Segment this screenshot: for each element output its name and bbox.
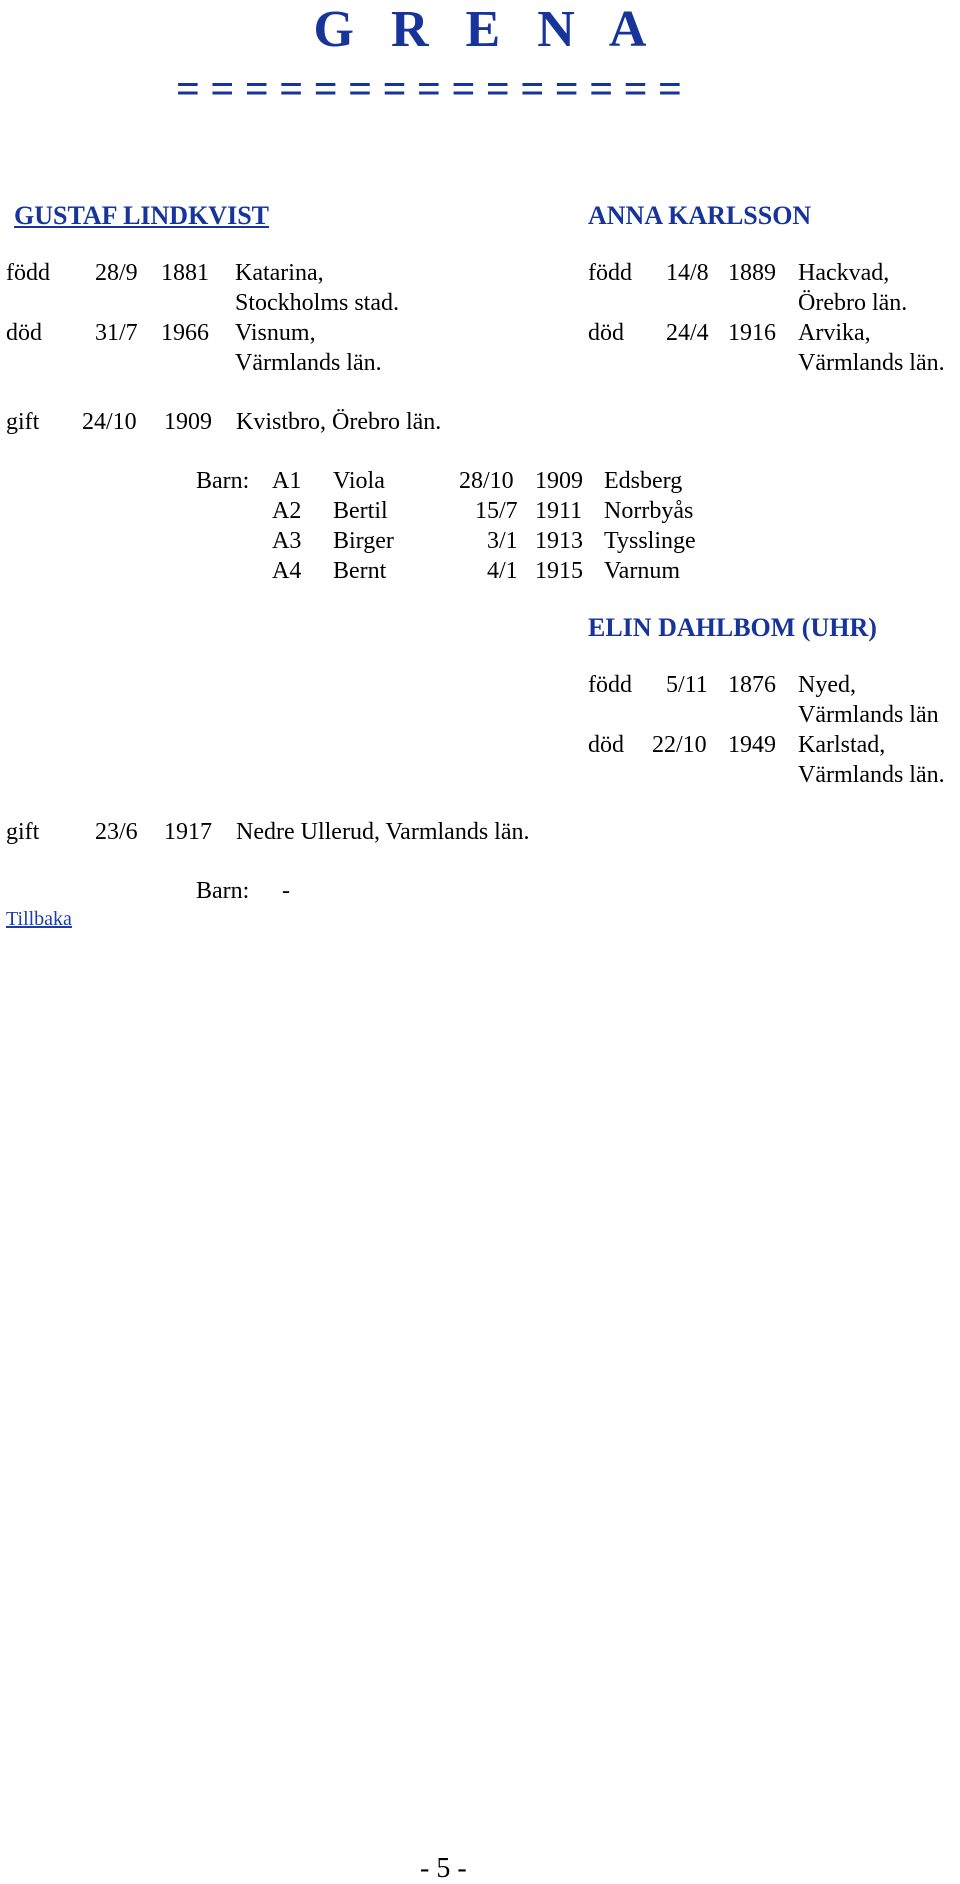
child-id: A1 — [272, 468, 302, 494]
birth-region: Stockholms stad. — [235, 290, 400, 316]
death-region: Värmlands län. — [235, 350, 382, 376]
birth-label: född — [588, 672, 632, 698]
child-day: 15/7 — [475, 498, 518, 524]
birth-year: 1881 — [161, 260, 209, 286]
child-name: Birger — [333, 528, 394, 554]
page-number: - 5 - — [420, 1853, 467, 1884]
birth-place: Nyed, — [798, 672, 856, 698]
birth-place: Hackvad, — [798, 260, 890, 286]
husband-name: GUSTAF LINDKVIST — [14, 201, 269, 230]
marriage-year: 1909 — [164, 409, 212, 435]
marriage-place: Nedre Ullerud, Varmlands län. — [236, 819, 530, 845]
birth-label: född — [588, 260, 632, 286]
birth-region: Värmlands län — [798, 702, 939, 728]
child-year: 1909 — [535, 468, 583, 494]
child-id: A3 — [272, 528, 302, 554]
children-label: Barn: — [196, 878, 250, 904]
child-name: Bertil — [333, 498, 388, 524]
marriage-day: 24/10 — [82, 409, 137, 435]
child-year: 1915 — [535, 558, 583, 584]
death-label: död — [588, 732, 624, 758]
death-year: 1949 — [728, 732, 776, 758]
birth-day: 5/11 — [666, 672, 708, 698]
birth-place: Katarina, — [235, 260, 324, 286]
wife2-name: ELIN DAHLBOM (UHR) — [588, 613, 877, 642]
birth-day: 28/9 — [95, 260, 138, 286]
marriage-label: gift — [6, 409, 40, 435]
child-id: A2 — [272, 498, 302, 524]
marriage-year: 1917 — [164, 819, 212, 845]
death-year: 1966 — [161, 320, 209, 346]
death-label: död — [588, 320, 624, 346]
child-place: Varnum — [604, 558, 680, 584]
back-link[interactable]: Tillbaka — [6, 908, 72, 930]
child-place: Tysslinge — [604, 528, 696, 554]
birth-year: 1876 — [728, 672, 776, 698]
death-region: Värmlands län. — [798, 762, 945, 788]
death-place: Visnum, — [235, 320, 316, 346]
child-day: 3/1 — [487, 528, 518, 554]
child-name: Bernt — [333, 558, 387, 584]
children-none: - — [282, 878, 290, 904]
marriage-label: gift — [6, 819, 40, 845]
birth-label: född — [6, 260, 50, 286]
child-place: Edsberg — [604, 468, 683, 494]
child-day: 28/10 — [459, 468, 514, 494]
death-day: 24/4 — [666, 320, 709, 346]
death-year: 1916 — [728, 320, 776, 346]
child-year: 1911 — [535, 498, 583, 524]
marriage-place: Kvistbro, Örebro län. — [236, 409, 442, 435]
child-id: A4 — [272, 558, 302, 584]
marriage-day: 23/6 — [95, 819, 138, 845]
death-place: Karlstad, — [798, 732, 886, 758]
child-day: 4/1 — [487, 558, 518, 584]
child-name: Viola — [333, 468, 385, 494]
wife1-name: ANNA KARLSSON — [588, 201, 812, 230]
death-day: 31/7 — [95, 320, 138, 346]
birth-region: Örebro län. — [798, 290, 908, 316]
death-region: Värmlands län. — [798, 350, 945, 376]
child-place: Norrbyås — [604, 498, 694, 524]
child-year: 1913 — [535, 528, 583, 554]
death-label: död — [6, 320, 42, 346]
page-title: G R E N A — [313, 1, 659, 58]
death-place: Arvika, — [798, 320, 871, 346]
birth-day: 14/8 — [666, 260, 709, 286]
children-label: Barn: — [196, 468, 250, 494]
death-day: 22/10 — [652, 732, 707, 758]
birth-year: 1889 — [728, 260, 776, 286]
title-rule: = = = = = = = = = = = = = = = — [176, 67, 682, 113]
